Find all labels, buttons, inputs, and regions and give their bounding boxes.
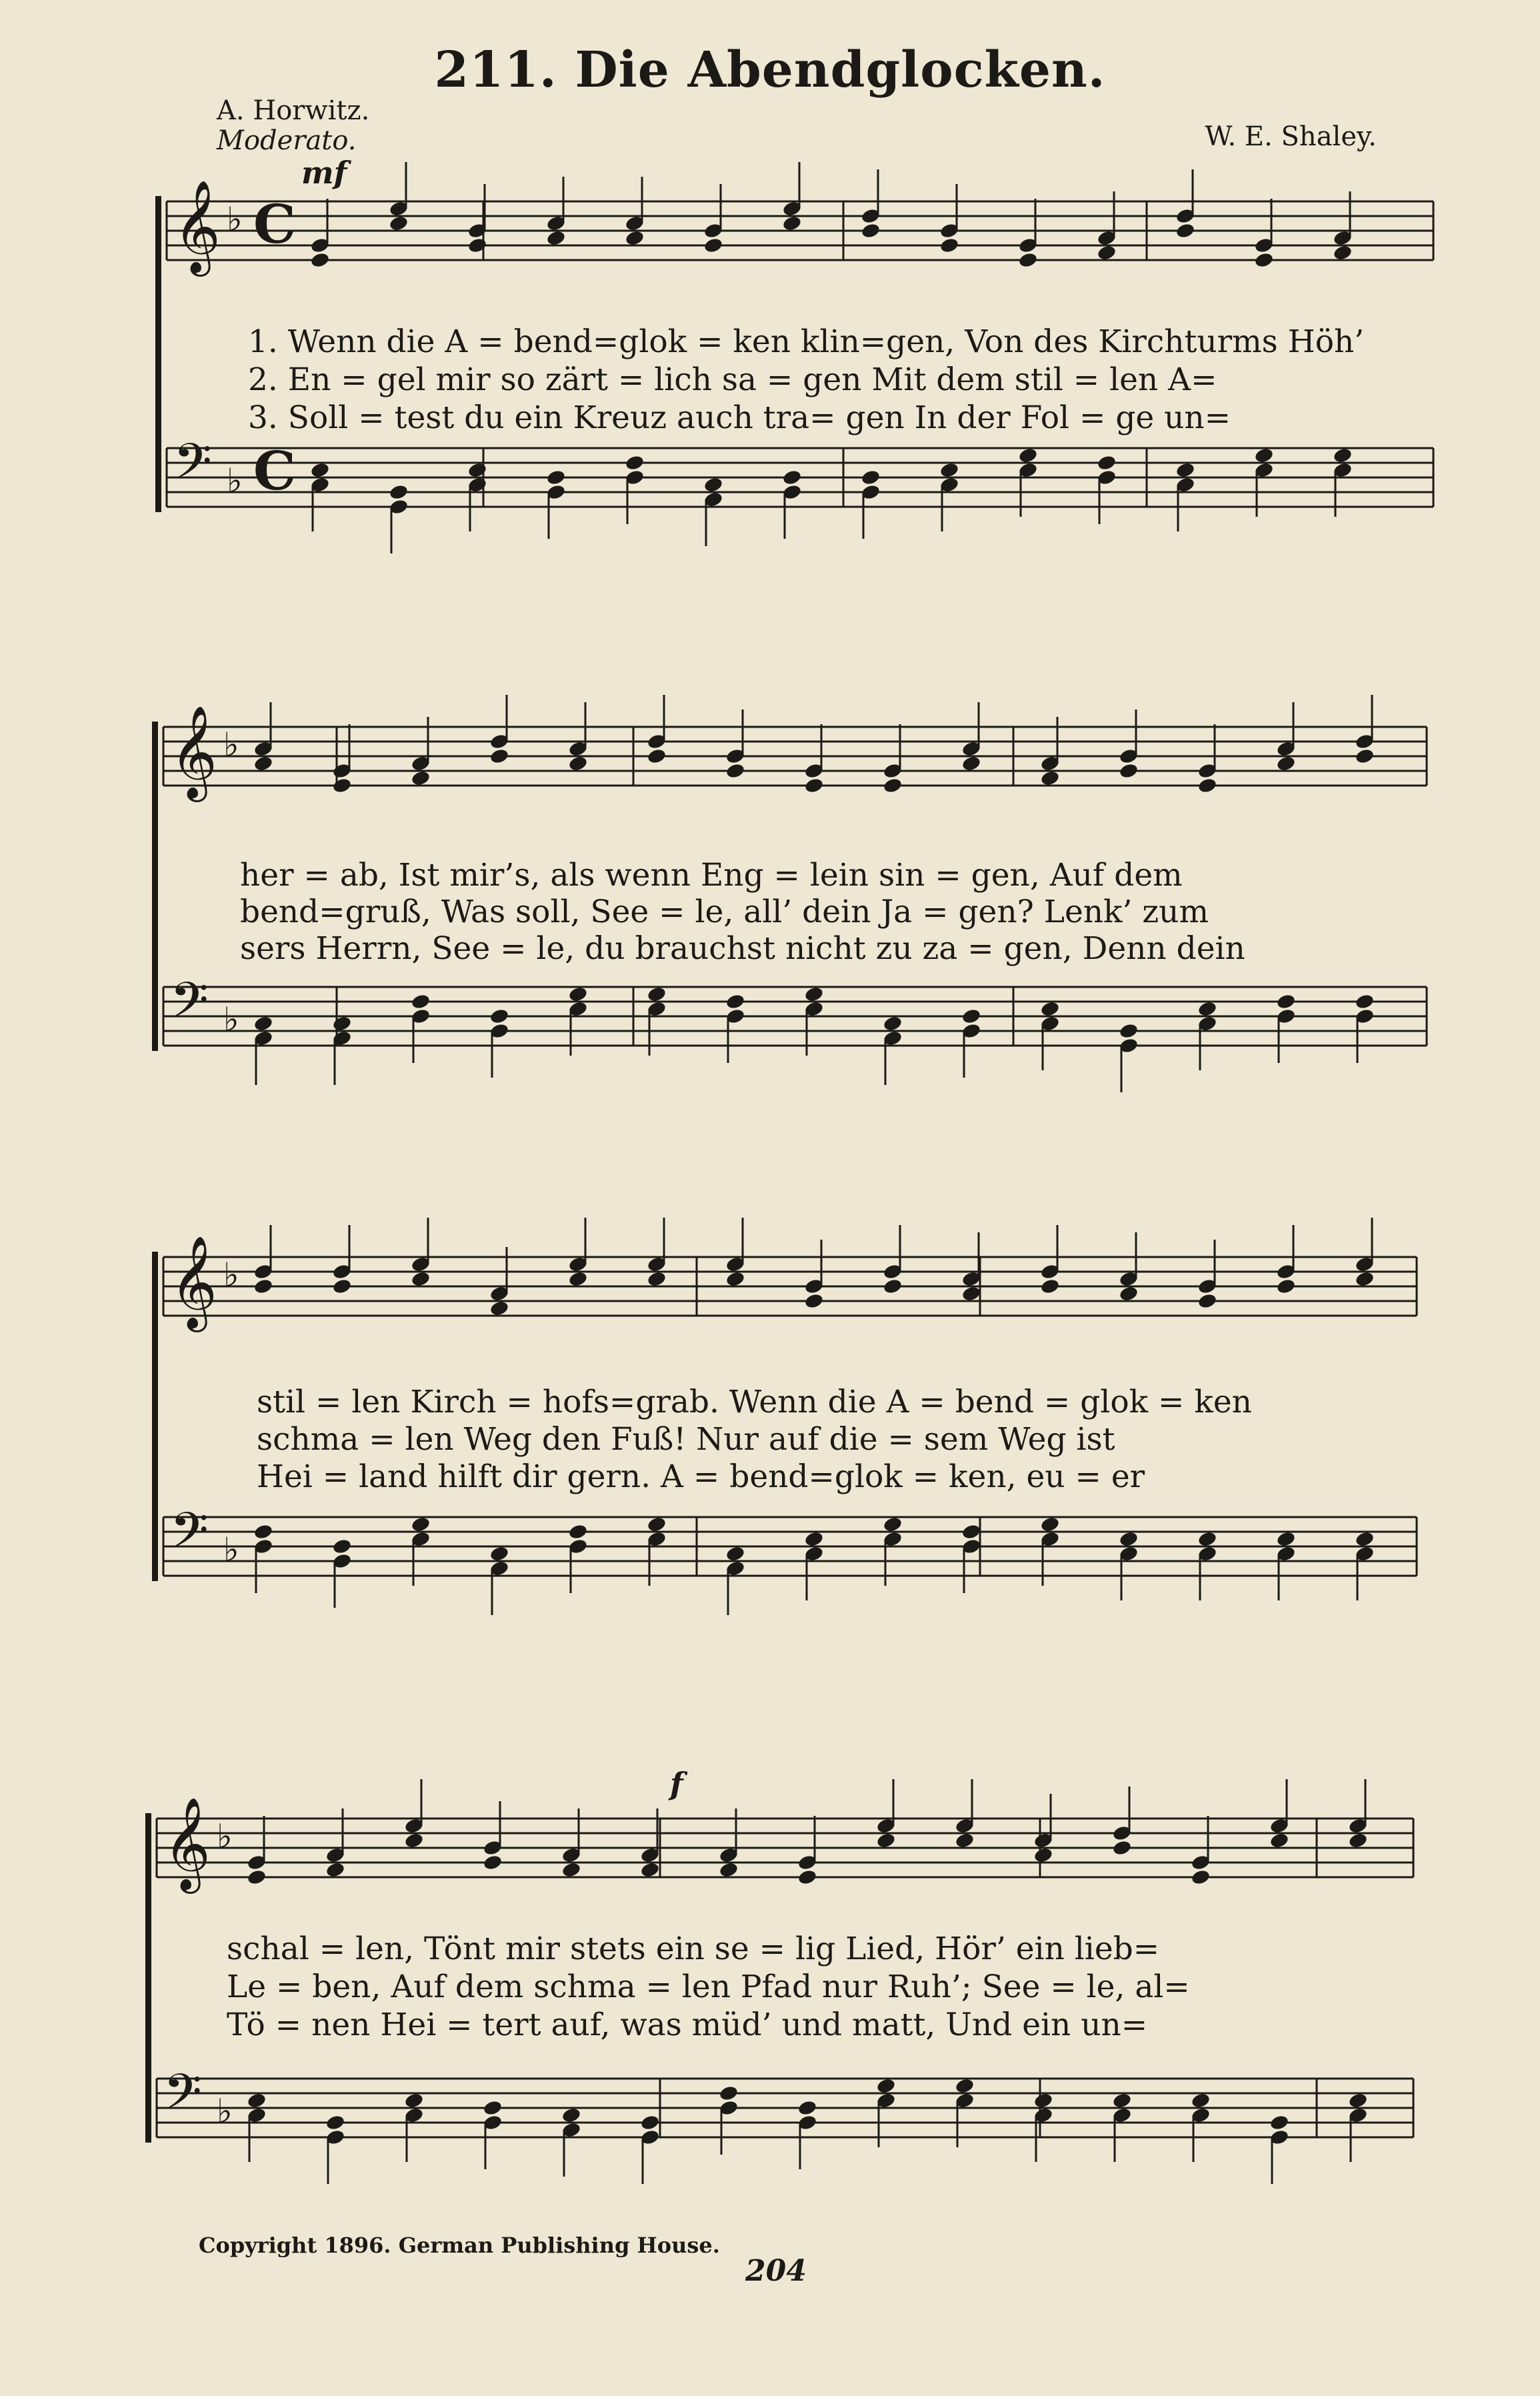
note-head bbox=[1112, 1839, 1133, 1857]
note-head bbox=[725, 993, 746, 1010]
note-head bbox=[247, 1869, 267, 1886]
note-head bbox=[883, 777, 903, 794]
key-signature-flat: ♭ bbox=[223, 1530, 239, 1569]
hymn-title: 211. Die Abendglocken. bbox=[434, 41, 1106, 99]
note-head bbox=[489, 1008, 510, 1025]
note-head bbox=[703, 476, 724, 493]
note-head bbox=[411, 770, 431, 787]
tempo-marking: Moderato. bbox=[217, 125, 357, 156]
lyric-s1-v3: 3. Soll = test du ein Kreuz auch tra= gen In der Fol = ge un= bbox=[248, 399, 1231, 436]
note-head bbox=[955, 1832, 975, 1849]
note-head bbox=[1040, 1516, 1061, 1533]
note-head bbox=[1355, 993, 1375, 1010]
note-head bbox=[1112, 2092, 1133, 2109]
note-head bbox=[561, 1861, 582, 1879]
system-bracket bbox=[155, 196, 161, 512]
note-head bbox=[782, 215, 803, 232]
bass-clef: 𝄢 bbox=[170, 1502, 209, 1572]
note-head bbox=[404, 1832, 425, 1849]
text-author: A. Horwitz. bbox=[217, 95, 370, 126]
note-head bbox=[310, 461, 331, 479]
note-head bbox=[1197, 777, 1218, 794]
note-head bbox=[1033, 2092, 1054, 2109]
system-bracket bbox=[152, 1252, 158, 1581]
note-head bbox=[1018, 447, 1039, 464]
note-head bbox=[640, 1861, 661, 1879]
note-head bbox=[489, 1300, 510, 1317]
note-head bbox=[1269, 2114, 1290, 2131]
note-head bbox=[1355, 748, 1375, 765]
treble-clef: 𝄞 bbox=[170, 1236, 217, 1328]
lyric-s3-v3: Hei = land hilft dir gern. A = bend=glok = ken, eu = er bbox=[257, 1458, 1145, 1495]
note-head bbox=[332, 777, 353, 794]
lyric-s1-v2: 2. En = gel mir so zärt = lich sa = gen Mit dem stil = len A= bbox=[248, 361, 1217, 398]
treble-clef: 𝄞 bbox=[163, 1797, 211, 1890]
note-head bbox=[1119, 1530, 1139, 1548]
bass-clef: 𝄢 bbox=[173, 433, 212, 503]
note-head bbox=[876, 2077, 897, 2095]
note-head bbox=[1018, 251, 1039, 269]
time-signature: C bbox=[253, 193, 296, 255]
note-head bbox=[1348, 1832, 1369, 1849]
lyric-s3-v1: stil = len Kirch = hofs=grab. Wenn die A = bend = glok = ken bbox=[257, 1384, 1252, 1420]
bass-clef: 𝄢 bbox=[163, 2063, 202, 2133]
treble-clef: 𝄞 bbox=[170, 706, 217, 798]
bass-clef: 𝄢 bbox=[170, 972, 209, 1042]
note-head bbox=[1033, 1847, 1054, 1864]
note-head bbox=[1276, 755, 1297, 772]
note-head bbox=[404, 2092, 425, 2109]
note-head bbox=[253, 1015, 274, 1032]
note-head bbox=[1119, 1285, 1139, 1302]
dynamic-mf: mf bbox=[301, 155, 347, 191]
key-signature-flat: ♭ bbox=[223, 1256, 239, 1294]
note-head bbox=[1040, 770, 1061, 787]
note-head bbox=[489, 1545, 510, 1562]
treble-clef: 𝄞 bbox=[173, 180, 221, 273]
lyric-s4-v1: schal = len, Tönt mir stets ein se = lig Lied, Hör’ ein lieb= bbox=[227, 1931, 1160, 1967]
note-head bbox=[961, 1523, 982, 1540]
lyric-s2-v2: bend=gruß, Was soll, See = le, all’ dein Ja = gen? Lenk’ zum bbox=[240, 894, 1209, 930]
note-head bbox=[719, 2085, 739, 2102]
note-head bbox=[1254, 447, 1275, 464]
system-bracket bbox=[152, 722, 158, 1051]
note-head bbox=[483, 1854, 503, 1871]
note-head bbox=[1040, 1000, 1061, 1018]
note-head bbox=[1119, 762, 1139, 780]
note-head bbox=[325, 2114, 346, 2131]
note-head bbox=[1355, 1270, 1375, 1288]
copyright-notice: Copyright 1896. German Publishing House. bbox=[199, 2233, 720, 2258]
note-head bbox=[1333, 447, 1353, 464]
note-head bbox=[861, 469, 881, 486]
note-head bbox=[332, 1278, 353, 1295]
note-head bbox=[568, 1523, 589, 1540]
note-head bbox=[1119, 1022, 1139, 1040]
system-bracket bbox=[145, 1813, 151, 2143]
page-number: 204 bbox=[745, 2254, 807, 2288]
note-head bbox=[389, 483, 409, 501]
note-head bbox=[782, 469, 803, 486]
note-head bbox=[725, 1270, 746, 1288]
note-head bbox=[1276, 1530, 1297, 1548]
note-head bbox=[1254, 251, 1275, 269]
lyric-s2-v3: sers Herrn, See = le, du brauchst nicht zu za = gen, Denn dein bbox=[240, 930, 1245, 967]
lyric-s3-v2: schma = len Weg den Fuß! Nur auf die = sem Weg ist bbox=[257, 1421, 1115, 1458]
note-head bbox=[1348, 2092, 1369, 2109]
note-head bbox=[568, 755, 589, 772]
lyric-s2-v1: her = ab, Ist mir’s, als wenn Eng = lein sin = gen, Auf dem bbox=[240, 857, 1183, 894]
note-head bbox=[804, 1530, 825, 1548]
note-head bbox=[546, 229, 567, 247]
note-head bbox=[876, 1832, 897, 1849]
note-head bbox=[883, 1015, 903, 1032]
note-head bbox=[804, 777, 825, 794]
note-head bbox=[1191, 2092, 1211, 2109]
note-head bbox=[703, 237, 724, 254]
note-head bbox=[489, 748, 510, 765]
note-head bbox=[1276, 1278, 1297, 1295]
note-head bbox=[647, 1516, 667, 1533]
note-head bbox=[1175, 461, 1196, 479]
note-head bbox=[561, 2107, 582, 2124]
note-head bbox=[804, 986, 825, 1003]
note-head bbox=[955, 2077, 975, 2095]
key-signature-flat: ♭ bbox=[223, 726, 239, 764]
note-head bbox=[797, 2099, 818, 2117]
note-head bbox=[332, 1015, 353, 1032]
note-head bbox=[546, 469, 567, 486]
note-head bbox=[310, 251, 331, 269]
key-signature-flat: ♭ bbox=[217, 2092, 233, 2131]
note-head bbox=[411, 1516, 431, 1533]
note-head bbox=[1197, 1292, 1218, 1310]
note-head bbox=[797, 1869, 818, 1886]
note-head bbox=[1333, 244, 1353, 261]
key-signature-flat: ♭ bbox=[227, 200, 243, 239]
note-head bbox=[253, 1278, 274, 1295]
note-head bbox=[568, 986, 589, 1003]
key-signature-flat: ♭ bbox=[227, 461, 243, 500]
note-head bbox=[1040, 1278, 1061, 1295]
note-head bbox=[389, 215, 409, 232]
composer: W. E. Shaley. bbox=[1205, 121, 1377, 152]
note-head bbox=[647, 986, 667, 1003]
key-signature-flat: ♭ bbox=[217, 1817, 233, 1856]
note-head bbox=[1097, 244, 1117, 261]
note-head bbox=[961, 1285, 982, 1302]
note-head bbox=[861, 222, 881, 239]
note-head bbox=[961, 1008, 982, 1025]
note-head bbox=[883, 1278, 903, 1295]
note-head bbox=[1191, 1869, 1211, 1886]
note-head bbox=[1197, 1530, 1218, 1548]
note-head bbox=[1197, 1000, 1218, 1018]
note-head bbox=[939, 461, 960, 479]
note-head bbox=[1097, 454, 1117, 471]
note-head bbox=[411, 1270, 431, 1288]
note-head bbox=[939, 237, 960, 254]
note-head bbox=[253, 755, 274, 772]
note-head bbox=[804, 1292, 825, 1310]
note-head bbox=[467, 461, 488, 479]
note-head bbox=[1175, 222, 1196, 239]
note-head bbox=[625, 454, 645, 471]
note-head bbox=[719, 1861, 739, 1879]
dynamic-f: f bbox=[670, 1766, 683, 1802]
lyric-s4-v2: Le = ben, Auf dem schma = len Pfad nur Ruh’; See = le, al= bbox=[227, 1969, 1190, 2005]
note-head bbox=[483, 2099, 503, 2117]
note-head bbox=[467, 237, 488, 254]
time-signature: C bbox=[253, 439, 296, 502]
note-head bbox=[640, 2114, 661, 2131]
note-head bbox=[247, 2092, 267, 2109]
lyric-s4-v3: Tö = nen Hei = tert auf, was müd’ und matt, Und ein un= bbox=[227, 2007, 1148, 2043]
note-head bbox=[883, 1516, 903, 1533]
note-head bbox=[625, 229, 645, 247]
note-head bbox=[253, 1523, 274, 1540]
note-head bbox=[725, 762, 746, 780]
note-head bbox=[725, 1545, 746, 1562]
note-head bbox=[1276, 993, 1297, 1010]
note-head bbox=[568, 1270, 589, 1288]
lyric-s1-v1: 1. Wenn die A = bend=glok = ken klin=gen, Von des Kirchturms Höh’ bbox=[248, 323, 1365, 360]
note-head bbox=[647, 748, 667, 765]
note-head bbox=[411, 993, 431, 1010]
note-head bbox=[325, 1861, 346, 1879]
note-head bbox=[1355, 1530, 1375, 1548]
note-head bbox=[332, 1538, 353, 1555]
note-head bbox=[1269, 1832, 1290, 1849]
note-head bbox=[647, 1270, 667, 1288]
key-signature-flat: ♭ bbox=[223, 1000, 239, 1039]
note-head bbox=[961, 755, 982, 772]
